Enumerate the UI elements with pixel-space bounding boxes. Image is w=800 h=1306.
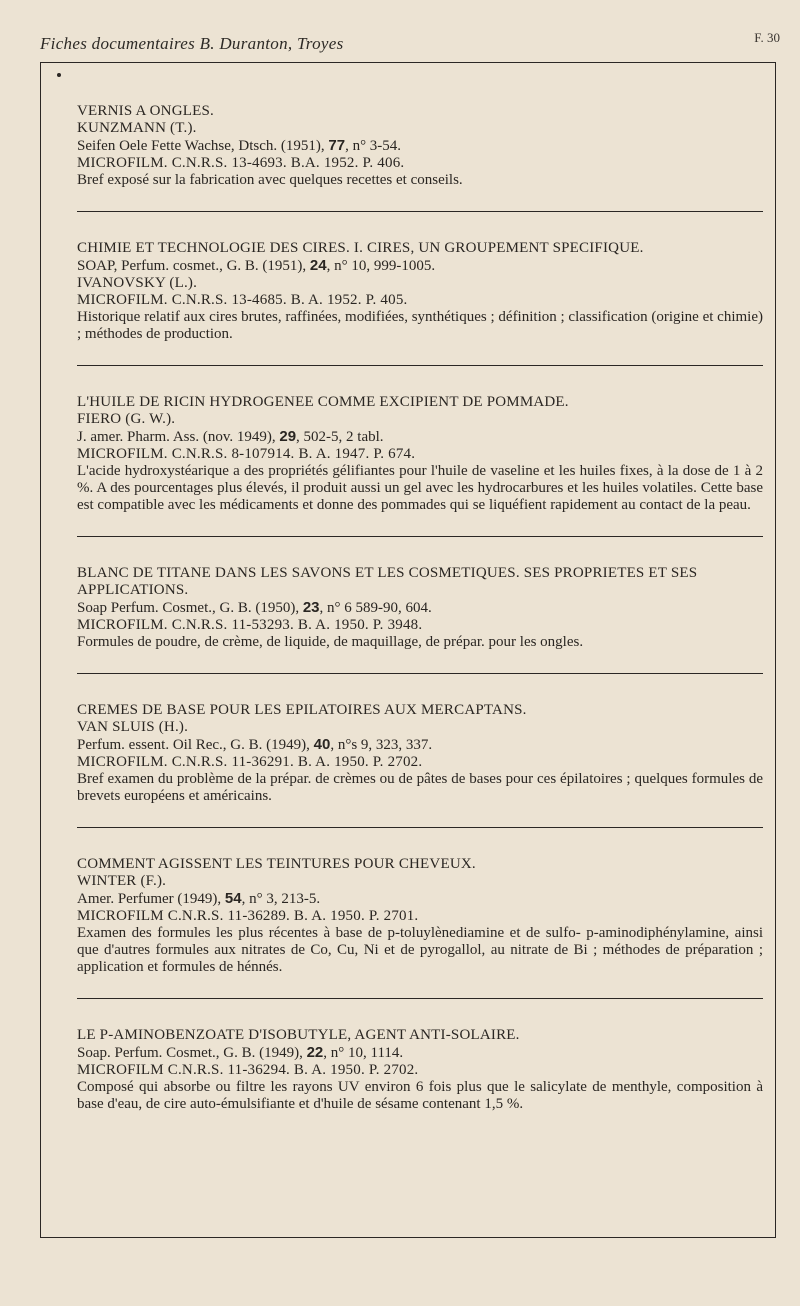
entry [77,565,763,651]
entry-microfilm: MICROFILM. C.N.R.S. 11-36291. B. A. 1950. P. 2702. [77,754,423,770]
entry [77,1027,763,1113]
ref-source: Soap. Perfum. Cosmet., G. B. (1949), [77,1045,307,1061]
entry-reference [77,428,763,446]
entry-author: WINTER (F.). [77,873,167,889]
separator-line [77,365,763,366]
ref-issue: , n° 3, 213-5. [241,891,321,907]
ref-issue: , n° 3-54. [345,138,402,154]
entry-reference [77,599,763,617]
entry [77,394,763,514]
ref-issue: , 502-5, 2 tabl. [296,429,384,445]
ref-volume: 24 [309,257,327,274]
entry [77,240,763,343]
page-number: F. 30 [754,30,780,45]
page-header [40,30,780,58]
entry-summary: L'acide hydroxystéarique a des propriétés gélifiantes pour l'huile de vaseline et les huiles fixes, à la dose de 1 à 2 %. A des pourcentages plus élevés, il produit aussi un gel avec les hydrocarbures et les huiles volatiles. Cette base est compatible avec les médicaments et donne des pommades qui se liquéfient rapidement au contact de la peau. [77,463,763,513]
entry-summary: Bref exposé sur la fabrication avec quelques recettes et conseils. [77,172,463,188]
entry [77,103,763,189]
entry-reference [77,257,763,275]
ref-volume: 23 [302,599,320,616]
ref-source: J. amer. Pharm. Ass. (nov. 1949), [77,429,280,445]
ref-volume: 22 [306,1044,324,1061]
entry-microfilm: MICROFILM. C.N.R.S. 8-107914. B. A. 1947. P. 674. [77,446,416,462]
entry-microfilm: MICROFILM C.N.R.S. 11-36294. B. A. 1950. P. 2702. [77,1062,419,1078]
ref-source: Soap Perfum. Cosmet., G. B. (1950), [77,600,303,616]
entry-title: L'HUILE DE RICIN HYDROGENEE COMME EXCIPIENT DE POMMADE. [77,394,569,410]
separator-line [77,827,763,828]
ref-issue: , n° 10, 999-1005. [326,258,436,274]
entry-microfilm: MICROFILM. C.N.R.S. 13-4693. B.A. 1952. P. 406. [77,155,405,171]
ref-issue: , n° 10, 1114. [323,1045,404,1061]
ref-volume: 29 [279,428,297,445]
entry [77,702,763,805]
separator-line [77,673,763,674]
header-title: Fiches documentaires B. Duranton, Troyes [40,34,344,53]
entry-summary: Bref examen du problème de la prépar. de crèmes ou de pâtes de bases pour ces épilatoires ; quelques formules de brevets européens et américains. [77,771,763,804]
entry-author: IVANOVSKY (L.). [77,275,198,291]
entry-microfilm: MICROFILM. C.N.R.S. 13-4685. B. A. 1952. P. 405. [77,292,408,308]
entry-summary: Formules de poudre, de crème, de liquide, de maquillage, de prépar. pour les ongles. [77,634,584,650]
entry-author: FIERO (G. W.). [77,411,176,427]
entry-summary: Examen des formules les plus récentes à base de p-toluylènediamine et de sulfo- p-aminodiphénylamine, ainsi que d'autres formules aux nitrates de Co, Cu, Ni et de pyrogallol, au nitrate de Bi ; méthodes de préparation ; application et formules de hénnés. [77,925,763,975]
entry-title: BLANC DE TITANE DANS LES SAVONS ET LES COSMETIQUES. SES PROPRIETES ET SES APPLICATIONS. [77,565,698,598]
entry-title: CREMES DE BASE POUR LES EPILATOIRES AUX MERCAPTANS. [77,702,527,718]
ref-issue: , n°s 9, 323, 337. [330,737,433,753]
ref-volume: 40 [313,736,331,753]
entry-reference [77,890,763,908]
entry-microfilm: MICROFILM C.N.R.S. 11-36289. B. A. 1950. P. 2701. [77,908,419,924]
entry-summary: Composé qui absorbe ou filtre les rayons UV environ 6 fois plus que le salicylate de menthyle, composition à base d'eau, de cire auto-émulsifiante et d'huile de sésame contenant 1,5 %. [77,1079,763,1112]
separator-line [77,211,763,212]
entry-reference [77,137,763,155]
frame-dot [57,73,61,77]
ref-source: Seifen Oele Fette Wachse, Dtsch. (1951), [77,138,329,154]
entry-title: LE P-AMINOBENZOATE D'ISOBUTYLE, AGENT ANTI-SOLAIRE. [77,1027,520,1043]
entry-author: KUNZMANN (T.). [77,120,197,136]
entry-title: CHIMIE ET TECHNOLOGIE DES CIRES. I. CIRES, UN GROUPEMENT SPECIFIQUE. [77,240,644,256]
entry-reference [77,736,763,754]
entry-microfilm: MICROFILM. C.N.R.S. 11-53293. B. A. 1950. P. 3948. [77,617,423,633]
entry-reference [77,1044,763,1062]
ref-source: Perfum. essent. Oil Rec., G. B. (1949), [77,737,314,753]
ref-source: SOAP, Perfum. cosmet., G. B. (1951), [77,258,310,274]
separator-line [77,536,763,537]
ref-volume: 77 [328,137,346,154]
entry-summary: Historique relatif aux cires brutes, raffinées, modifiées, synthétiques ; définition ; classification (origine et chimie) ; méthodes de production. [77,309,763,342]
entry [77,856,763,976]
document-frame [40,62,776,1238]
ref-volume: 54 [224,890,242,907]
entry-author: VAN SLUIS (H.). [77,719,189,735]
entry-title: VERNIS A ONGLES. [77,103,214,119]
separator-line [77,998,763,999]
ref-issue: , n° 6 589-90, 604. [319,600,432,616]
ref-source: Amer. Perfumer (1949), [77,891,225,907]
entries-list [77,103,763,1113]
entry-title: COMMENT AGISSENT LES TEINTURES POUR CHEVEUX. [77,856,476,872]
